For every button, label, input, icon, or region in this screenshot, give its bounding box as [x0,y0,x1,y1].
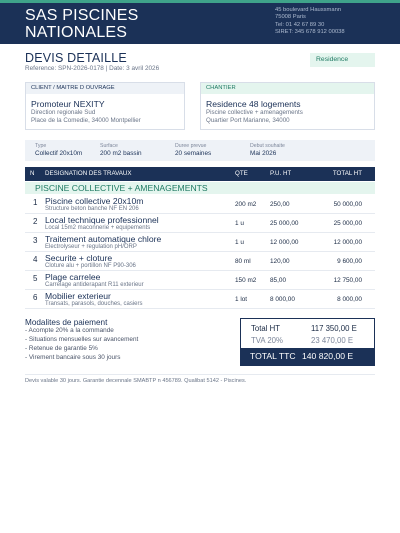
column-header-n: N [30,170,35,177]
column-header-total: TOTAL HT [332,170,362,177]
total-ht-label: Total HT [251,324,281,333]
row-quantity: 1 u [235,239,244,246]
row-unit-price: 250,00 [270,201,290,208]
table-row [25,271,375,290]
client-line-1: Direction regionale Sud [31,109,96,116]
row-description: Electrolyseur + regulation pH/ORP [45,244,137,250]
stat-value: 20 semaines [175,150,212,157]
column-header-designation: DESIGNATION DES TRAVAUX [45,170,132,177]
site-line-1: Piscine collective + amenagements [206,109,303,116]
page-header [0,0,400,44]
footer-note: Devis valable 30 jours. Garantie decennale SMABTP n 456789. Qualibat 5142 - Piscines. [25,378,247,384]
footer-divider [25,374,375,375]
document-reference: Reference: SPN-2026-0178 | Date: 3 avril 2026 [25,65,160,72]
table-row [25,195,375,214]
client-name: Promoteur NEXITY [31,99,105,109]
client-box [25,82,185,130]
row-number: 2 [33,217,38,226]
total-ht-value: 117 350,00 E [311,324,357,333]
site-box-heading: CHANTIER [201,83,374,94]
stat-value: Mai 2026 [250,150,277,157]
stat-value: 200 m2 bassin [100,150,142,157]
site-line-2: Quartier Port Marianne, 34000 [206,117,290,124]
row-total: 12 750,00 [333,277,362,284]
row-quantity: 1 lot [235,296,248,303]
company-city: 75008 Paris [275,14,306,21]
company-phone: Tel: 01 42 67 89 30 [275,21,325,28]
row-total: 8 000,00 [337,296,362,303]
column-header-qty: QTE [235,170,248,177]
row-title: Traitement automatique chlore [45,234,162,244]
row-quantity: 200 m2 [235,201,257,208]
row-number: 5 [33,274,38,283]
row-description: Transats, parasols, douches, casiers [45,301,143,307]
row-unit-price: 12 000,00 [270,239,299,246]
stat-label: Type [35,143,47,149]
row-title: Plage carrelee [45,272,101,282]
row-description: Structure beton banche NF EN 206 [45,206,139,212]
header-accent-bar [0,0,400,3]
column-header-pu: P.U. HT [270,170,292,177]
table-row [25,290,375,309]
site-name: Residence 48 logements [206,99,301,109]
row-quantity: 150 m2 [235,277,257,284]
payment-term: - Virement bancaire sous 30 jours [25,354,121,361]
table-row [25,233,375,252]
row-quantity: 1 u [235,220,244,227]
total-ttc-value: 140 820,00 E [302,351,354,361]
stat-label: Debut souhaite [250,143,285,149]
payment-term: - Situations mensuelles sur avancement [25,336,139,343]
company-name [25,7,225,41]
stat-surface [100,143,142,157]
row-unit-price: 8 000,00 [270,296,295,303]
row-title: Local technique professionnel [45,215,159,225]
stat-value: Collectif 20x10m [35,150,83,157]
row-number: 6 [33,293,38,302]
row-quantity: 80 ml [235,258,251,265]
row-description: Cloture alu + portillon NF P90-306 [45,263,136,269]
payment-term: - Retenue de garantie 5% [25,345,98,352]
row-unit-price: 85,00 [270,277,286,284]
table-row [25,252,375,271]
stat-label: Duree prevue [175,143,207,149]
company-contact [275,7,345,37]
document-title: DEVIS DETAILLE [25,51,127,65]
row-title: Mobilier exterieur [45,291,111,301]
payment-terms-title: Modalites de paiement [25,318,108,327]
payment-term: - Acompte 20% a la commande [25,327,114,334]
company-siret: SIRET: 345 678 912 00038 [275,29,345,36]
site-box [200,82,375,130]
row-title: Piscine collective 20x10m [45,196,144,206]
row-number: 3 [33,236,38,245]
row-total: 9 600,00 [337,258,362,265]
stat-type [35,143,82,157]
row-total: 50 000,00 [333,201,362,208]
row-number: 4 [33,255,38,264]
tva-label: TVA 20% [251,336,283,345]
row-unit-price: 25 000,00 [270,220,299,227]
row-unit-price: 120,00 [270,258,290,265]
table-header [25,167,375,181]
stat-label: Surface [100,143,118,149]
row-number: 1 [33,198,38,207]
company-address: 45 boulevard Haussmann [275,7,342,13]
row-description: Carrelage antiderapant R11 exterieur [45,282,144,288]
table-row [25,214,375,233]
tva-value: 23 470,00 E [311,336,354,345]
company-name-line1: SAS PISCINES [25,7,139,24]
row-description: Local 15m2 maconnerie + equipements [45,225,151,231]
table-section-heading: PISCINE COLLECTIVE + AMENAGEMENTS [25,182,375,194]
total-ttc-bar [240,348,375,366]
row-total: 25 000,00 [333,220,362,227]
project-type-badge: Residence [310,53,375,67]
project-summary-bar [25,140,375,161]
stat-duration [175,143,211,157]
client-line-2: Place de la Comedie, 34000 Montpellier [31,117,141,124]
company-name-line2: NATIONALES [25,24,128,41]
total-ttc-label: TOTAL TTC [250,351,296,361]
stat-start [250,143,285,157]
row-title: Securite + cloture [45,253,113,263]
client-box-heading: CLIENT / MAITRE D OUVRAGE [26,83,184,94]
row-total: 12 000,00 [333,239,362,246]
